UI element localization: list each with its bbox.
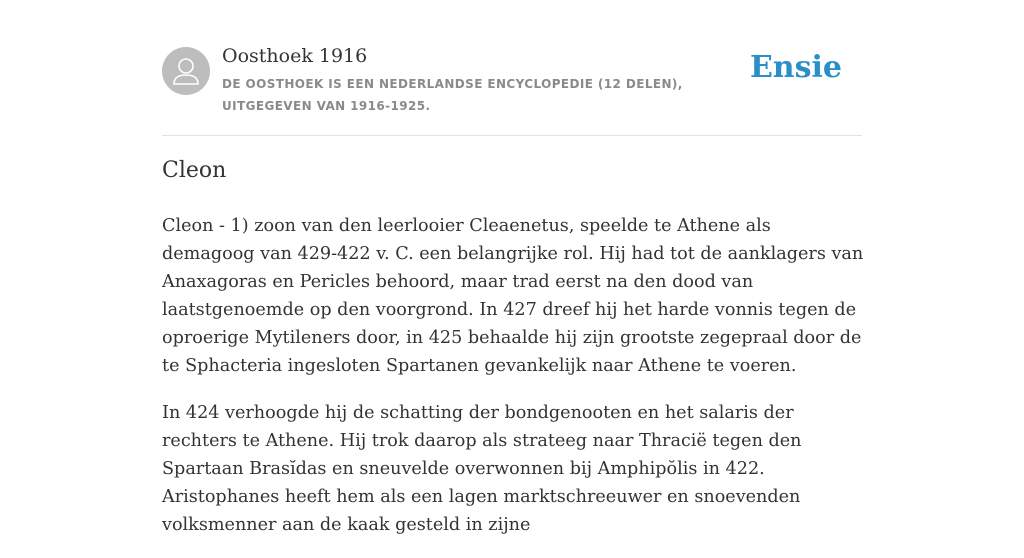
user-icon (162, 47, 210, 95)
ensie-logo[interactable]: Ensie (749, 50, 842, 85)
source-name[interactable]: Oosthoek 1916 (222, 45, 368, 67)
article-paragraph: In 424 verhoogde hij de schatting der bondgenooten en het salaris der rechters te Athene. Hij trok daarop als strateeg naar Thracië tegen den Spartaan Brasĭdas en sneuvelde overwonnen bij Amphipŏlis in 422. Aristophanes heeft hem als een lagen marktschreeuwer en snoevenden volksmenner aan de kaak gesteld in zijne (162, 403, 802, 535)
article-body (162, 212, 866, 558)
article-title: Cleon (162, 158, 227, 183)
header-divider (162, 135, 862, 136)
source-description: DE OOSTHOEK IS EEN NEDERLANDSE ENCYCLOPEDIE (12 DELEN), UITGEGEVEN VAN 1916-1925. (222, 77, 683, 113)
source-header (162, 44, 862, 116)
source-avatar[interactable] (162, 47, 210, 95)
article-paragraph: Cleon - 1) zoon van den leerlooier Cleaenetus, speelde te Athene als demagoog van 429-422 v. C. een belangrijke rol. Hij had tot de aanklagers van Anaxagoras en Pericles behoord, maar trad eerst na den dood van laatstgenoemde op den voorgrond. In 427 dreef hij het harde vonnis tegen de oproerige Mytileners door, in 425 behaalde hij zijn grootste zegepraal door de te Sphacteria ingesloten Spartanen gevankelijk naar Athene te voeren. (162, 216, 864, 376)
